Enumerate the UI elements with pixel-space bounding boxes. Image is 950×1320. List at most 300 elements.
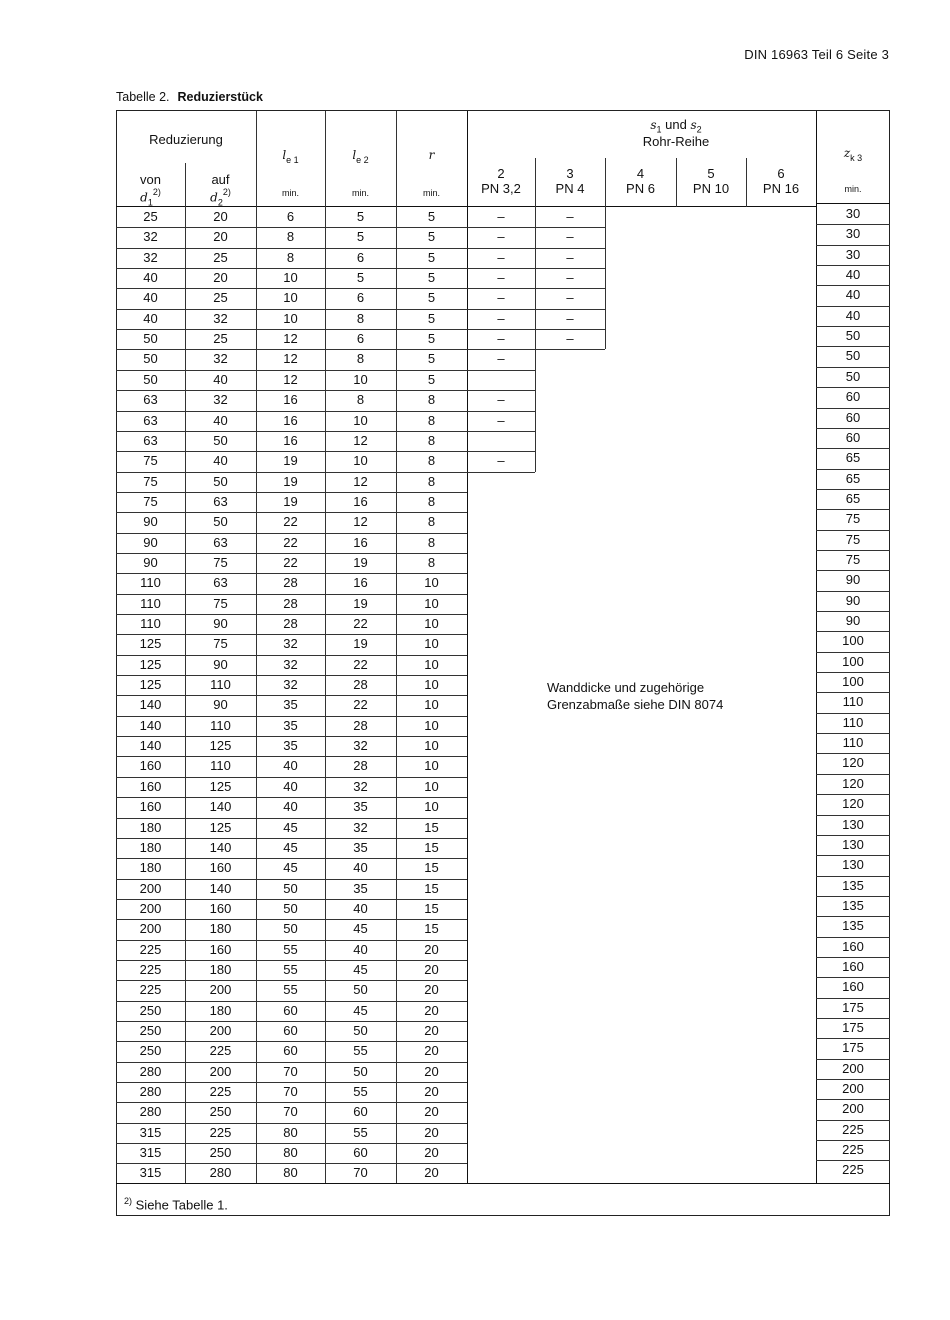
zk-row-line: [816, 346, 890, 347]
table-cell-zk3: 130: [842, 836, 864, 852]
table-cell-le2: 22: [353, 697, 368, 713]
table-cell-d2-auf: 160: [209, 860, 232, 876]
row-line: [116, 512, 467, 513]
table-cell-le1: 80: [283, 1124, 298, 1140]
table-cell-le1: 70: [283, 1084, 298, 1100]
table-cell-le2: 16: [353, 534, 368, 550]
table-cell-le1: 28: [283, 575, 298, 591]
row-line: [116, 1123, 467, 1124]
series-2-right-edge: [535, 207, 536, 472]
row-line: [116, 818, 467, 819]
series-6-num: 6: [777, 166, 785, 181]
table-cell-d1-von: 125: [139, 636, 162, 652]
table-cell-le2: 5: [356, 229, 365, 245]
zk-row-line: [816, 652, 890, 653]
table-cell-d2-auf: 225: [209, 1084, 232, 1100]
series-2-row-line: [467, 472, 535, 473]
series-3-dash: –: [566, 209, 574, 224]
table-cell-d2-auf: 50: [213, 432, 228, 448]
table-cell-zk3: 225: [842, 1162, 864, 1178]
table-cell-r: 10: [424, 758, 439, 774]
table-cell-zk3: 100: [842, 674, 864, 690]
table-cell-le1: 16: [283, 392, 298, 408]
table-cell-zk3: 110: [842, 714, 864, 730]
table-cell-d1-von: 125: [139, 677, 162, 693]
table-cell-le2: 16: [353, 575, 368, 591]
series-2-row-line: [467, 248, 535, 249]
table-cell-le1: 12: [283, 371, 298, 387]
table-cell-le2: 50: [353, 1063, 368, 1079]
table-cell-zk3: 175: [842, 1020, 864, 1035]
zk-row-line: [816, 530, 890, 531]
table-cell-zk3: 130: [842, 816, 864, 832]
table-cell-le2: 12: [353, 514, 368, 530]
table-cell-d1-von: 140: [139, 717, 162, 733]
table-cell-d2-auf: 225: [209, 1043, 232, 1059]
row-line: [116, 1041, 467, 1042]
table-cell-le1: 32: [283, 656, 298, 672]
table-cell-d1-von: 40: [143, 270, 158, 286]
page-header: DIN 16963 Teil 6 Seite 3: [744, 47, 889, 62]
table-cell-le2: 12: [353, 473, 368, 489]
table-cell-le2: 28: [353, 677, 368, 693]
header-d1: $d_1^{2)}$: [140, 187, 161, 208]
table-cell-zk3: 120: [842, 796, 864, 812]
table-cell-le1: 55: [283, 961, 298, 977]
table-cell-r: 10: [424, 697, 439, 713]
table-cell-d1-von: 160: [139, 778, 162, 794]
series-3-dash: –: [566, 331, 574, 347]
header-von: von: [140, 172, 161, 187]
zk-row-line: [816, 306, 890, 307]
table-cell-d2-auf: 160: [209, 900, 232, 916]
table-cell-zk3: 120: [842, 755, 864, 771]
table-cell-le1: 28: [283, 595, 298, 611]
table-cell-r: 20: [424, 1043, 439, 1059]
table-cell-r: 10: [424, 717, 439, 733]
series-2-dash: –: [497, 229, 505, 245]
table-cell-zk3: 130: [842, 857, 864, 873]
table-cell-r: 10: [424, 616, 439, 631]
table-cell-d1-von: 250: [139, 1023, 162, 1038]
table-cell-le1: 40: [283, 758, 298, 774]
series-3-dash: –: [566, 229, 574, 245]
series-2-row-line: [467, 451, 535, 452]
table-cell-d2-auf: 250: [209, 1104, 232, 1120]
row-line: [116, 716, 467, 717]
table-cell-r: 15: [424, 819, 439, 835]
table-cell-d1-von: 200: [139, 921, 162, 937]
zk-row-line: [816, 794, 890, 795]
table-cell-zk3: 175: [842, 999, 864, 1015]
table-cell-d1-von: 315: [139, 1165, 162, 1181]
table-cell-d2-auf: 225: [209, 1124, 232, 1140]
zk-row-line: [816, 570, 890, 571]
zk-row-line: [816, 489, 890, 490]
row-line: [116, 736, 467, 737]
table-cell-d1-von: 200: [139, 900, 162, 916]
table-cell-le2: 45: [353, 1002, 368, 1018]
row-line: [116, 675, 467, 676]
table-cell-zk3: 160: [842, 938, 864, 954]
row-line: [116, 879, 467, 880]
table-cell-d2-auf: 32: [213, 392, 228, 408]
series-3-right-edge: [605, 207, 606, 349]
series-3-dash: –: [566, 249, 574, 265]
table-caption-title: Reduzierstück: [177, 90, 263, 104]
table-cell-d2-auf: 200: [209, 1063, 232, 1079]
table-cell-zk3: 90: [845, 572, 861, 588]
row-line: [116, 899, 467, 900]
series-2-row-line: [467, 431, 535, 432]
table-cell-d2-auf: 75: [213, 636, 228, 652]
table-cell-r: 10: [424, 799, 439, 815]
table-cell-r: 10: [424, 677, 439, 693]
zk-row-line: [816, 1140, 890, 1141]
table-cell-d2-auf: 180: [209, 961, 232, 977]
table-cell-le1: 22: [283, 534, 298, 550]
note-line-2: Grenzabmaße siehe DIN 8074: [547, 697, 724, 712]
note-line-1: Wanddicke und zugehörige: [547, 680, 705, 695]
table-cell-r: 20: [424, 1063, 439, 1079]
table-cell-d1-von: 280: [139, 1063, 162, 1079]
series-2-dash: –: [497, 290, 505, 306]
zk-row-line: [816, 224, 890, 225]
table-cell-zk3: 75: [845, 531, 861, 547]
table-cell-r: 8: [427, 392, 436, 408]
row-line: [116, 980, 467, 981]
table-cell-d2-auf: 40: [213, 371, 228, 387]
row-line: [116, 268, 467, 269]
table-cell-le2: 6: [356, 331, 365, 347]
table-cell-r: 8: [427, 432, 436, 448]
table-cell-r: 8: [427, 493, 436, 509]
table-cell-zk3: 50: [845, 368, 861, 384]
table-cell-r: 20: [424, 1165, 439, 1181]
table-caption: [116, 90, 263, 104]
table-cell-le2: 35: [353, 880, 368, 896]
table-cell-le2: 5: [356, 209, 365, 224]
table-cell-r: 10: [424, 636, 439, 652]
row-line: [116, 431, 467, 432]
table-cell-d1-von: 75: [143, 453, 158, 469]
table-cell-le1: 50: [283, 900, 298, 916]
table-cell-le2: 50: [353, 982, 368, 998]
row-line: [116, 1062, 467, 1063]
table-cell-le1: 12: [283, 351, 298, 367]
table-cell-le2: 40: [353, 860, 368, 876]
table-cell-d1-von: 125: [139, 656, 162, 672]
table-cell-r: 15: [424, 900, 439, 916]
series-2-row-line: [467, 390, 535, 391]
table-cell-r: 8: [427, 473, 436, 489]
table-cell-d2-auf: 25: [213, 331, 228, 347]
table-cell-le2: 55: [353, 1043, 368, 1059]
table-cell-d1-von: 280: [139, 1104, 162, 1120]
table-cell-d2-auf: 200: [209, 1023, 232, 1038]
table-cell-r: 5: [427, 249, 436, 265]
table-cell-d2-auf: 250: [209, 1145, 232, 1161]
table-cell-le2: 10: [353, 412, 368, 428]
table-cell-r: 15: [424, 860, 439, 876]
table-cell-d1-von: 225: [139, 961, 162, 977]
table-cell-le2: 60: [353, 1145, 368, 1161]
table-cell-zk3: 50: [845, 348, 861, 364]
zk-row-line: [816, 408, 890, 409]
table-cell-le2: 40: [353, 941, 368, 957]
row-line: [116, 614, 467, 615]
table-cell-le1: 19: [283, 453, 298, 469]
table-cell-d1-von: 75: [143, 473, 158, 489]
row-line: [116, 960, 467, 961]
table-cell-zk3: 175: [842, 1040, 864, 1056]
table-cell-d2-auf: 110: [210, 677, 231, 693]
table-cell-le2: 32: [353, 819, 368, 835]
table-cell-r: 8: [427, 412, 436, 428]
table-cell-r: 5: [427, 270, 436, 286]
row-line: [116, 777, 467, 778]
table-cell-zk3: 135: [842, 918, 864, 934]
series-3-row-line: [535, 268, 605, 269]
header-reduzierung: Reduzierung: [149, 132, 223, 147]
table-cell-d1-von: 180: [139, 839, 162, 855]
table-cell-d2-auf: 40: [213, 412, 228, 428]
table-cell-d2-auf: 25: [213, 290, 228, 306]
series-3-num: 3: [566, 166, 574, 181]
table-cell-zk3: 30: [845, 206, 861, 221]
table-cell-le1: 16: [283, 432, 298, 448]
row-line: [116, 1163, 467, 1164]
row-line: [116, 472, 467, 473]
table-cell-r: 20: [424, 961, 439, 977]
table-cell-le2: 22: [353, 656, 368, 672]
table-cell-le2: 45: [353, 961, 368, 977]
table-cell-le2: 19: [353, 595, 368, 611]
table-cell-r: 5: [427, 229, 436, 245]
table-cell-r: 20: [424, 1145, 439, 1161]
table-cell-r: 15: [424, 880, 439, 896]
series-2-row-line: [467, 411, 535, 412]
series-2-num: 2: [497, 166, 505, 181]
row-line: [116, 492, 467, 493]
table-cell-d2-auf: 180: [209, 921, 232, 937]
table-cell-d1-von: 160: [139, 799, 162, 815]
table-cell-d1-von: 315: [139, 1124, 162, 1140]
series-3-row-line: [535, 349, 605, 350]
zk-row-line: [816, 815, 890, 816]
table-cell-d1-von: 250: [139, 1002, 162, 1018]
row-line: [116, 940, 467, 941]
table-cell-r: 5: [427, 351, 436, 367]
table-cell-zk3: 160: [842, 979, 864, 995]
table-cell-zk3: 110: [842, 694, 864, 710]
table-cell-le2: 6: [356, 290, 365, 306]
table-cell-d2-auf: 180: [209, 1002, 232, 1018]
table-cell-d2-auf: 63: [213, 493, 228, 509]
table-cell-zk3: 225: [842, 1142, 864, 1158]
table-cell-le1: 55: [283, 982, 298, 998]
series-2-dash: –: [497, 209, 505, 224]
table-cell-d1-von: 200: [139, 880, 162, 896]
table-cell-zk3: 30: [845, 246, 861, 262]
table-cell-zk3: 120: [842, 775, 864, 791]
table-cell-le1: 50: [283, 880, 298, 896]
table-cell-d2-auf: 32: [213, 351, 228, 367]
table-cell-r: 15: [424, 839, 439, 855]
row-line: [116, 634, 467, 635]
header-le2: $l_{e 2}$: [352, 148, 369, 166]
table-cell-d1-von: 160: [139, 758, 162, 774]
table-cell-d1-von: 50: [143, 351, 158, 367]
table-cell-le2: 19: [353, 554, 368, 570]
table-cell-le1: 10: [283, 290, 298, 306]
table-cell-zk3: 60: [845, 429, 861, 445]
table-cell-le1: 16: [283, 412, 298, 428]
table-cell-le2: 10: [353, 453, 368, 469]
table-cell-d1-von: 40: [143, 290, 158, 306]
table-cell-le1: 55: [283, 941, 298, 957]
table-cell-d2-auf: 125: [209, 778, 232, 794]
header-r: r: [428, 148, 435, 162]
table-cell-le2: 60: [353, 1104, 368, 1120]
table-cell-d2-auf: 110: [210, 717, 231, 733]
table-cell-d2-auf: 140: [209, 839, 232, 855]
series-2-dash: –: [497, 270, 505, 286]
table-cell-le2: 10: [353, 371, 368, 387]
table-cell-le1: 8: [286, 249, 295, 265]
row-line: [116, 756, 467, 757]
series-3-pn: PN 4: [555, 181, 585, 196]
table-cell-le2: 32: [353, 778, 368, 794]
table-cell-zk3: 40: [845, 307, 861, 323]
zk-row-line: [816, 998, 890, 999]
table-cell-le1: 45: [283, 860, 298, 876]
table-cell-le1: 32: [283, 677, 298, 693]
table-cell-le1: 70: [283, 1104, 298, 1120]
zk-row-line: [816, 631, 890, 632]
wall-thickness-note: [547, 679, 723, 713]
table-cell-le2: 55: [353, 1084, 368, 1100]
series-2-dash: –: [497, 310, 505, 326]
row-line: [116, 370, 467, 371]
zk-row-line: [816, 855, 890, 856]
table-cell-d2-auf: 25: [213, 249, 228, 265]
table-cell-le1: 35: [283, 697, 298, 713]
footnote: $^{2)}$ Siehe Tabelle 1.: [124, 1196, 228, 1213]
row-line: [116, 411, 467, 412]
series-2-dash: –: [497, 412, 505, 428]
table-cell-d1-von: 225: [139, 941, 162, 957]
table-cell-le2: 28: [353, 758, 368, 774]
table-cell-zk3: 30: [845, 226, 861, 242]
table-cell-le2: 16: [353, 493, 368, 509]
table-cell-r: 20: [424, 1104, 439, 1120]
table-cell-d2-auf: 20: [213, 270, 228, 286]
table-cell-le1: 32: [283, 636, 298, 652]
header-le1-min: min.: [281, 188, 299, 198]
table-cell-d1-von: 225: [139, 982, 162, 998]
row-line: [116, 349, 467, 350]
table-cell-r: 5: [427, 331, 436, 347]
row-line: [116, 594, 467, 595]
series-3-row-line: [535, 248, 605, 249]
zk-row-line: [816, 1038, 890, 1039]
table-cell-d1-von: 75: [143, 493, 158, 509]
table-cell-d2-auf: 125: [209, 738, 232, 754]
table-cell-le2: 70: [353, 1165, 368, 1181]
table-cell-d1-von: 32: [143, 229, 158, 245]
row-line: [116, 533, 467, 534]
series-3-row-line: [535, 288, 605, 289]
zk-row-line: [816, 916, 890, 917]
series-2-row-line: [467, 329, 535, 330]
table-cell-le1: 60: [283, 1043, 298, 1059]
series-5-num: 5: [707, 166, 715, 181]
table-cell-le1: 28: [283, 616, 298, 631]
table-cell-le2: 35: [353, 799, 368, 815]
table-cell-zk3: 135: [842, 897, 864, 913]
header-le1: $l_{e 1}$: [282, 148, 299, 166]
table-cell-le1: 22: [283, 514, 298, 530]
table-cell-d1-von: 32: [143, 249, 158, 265]
series-3-dash: –: [566, 290, 574, 306]
table-cell-d1-von: 63: [143, 392, 158, 408]
table-cell-le1: 45: [283, 839, 298, 855]
table-cell-le2: 55: [353, 1124, 368, 1140]
table-cell-le1: 50: [283, 921, 298, 937]
table-cell-r: 10: [424, 778, 439, 794]
series-3-row-line: [535, 227, 605, 228]
table-cell-d2-auf: 90: [213, 697, 228, 713]
zk-row-line: [816, 428, 890, 429]
table-cell-d1-von: 180: [139, 819, 162, 835]
table-cell-d2-auf: 40: [213, 453, 228, 469]
row-line: [116, 919, 467, 920]
table-cell-zk3: 40: [845, 287, 861, 303]
row-line: [116, 227, 467, 228]
table-cell-r: 20: [424, 1023, 439, 1038]
row-line: [116, 248, 467, 249]
row-line: [116, 451, 467, 452]
zk-row-line: [816, 977, 890, 978]
zk-row-line: [816, 753, 890, 754]
table-cell-le1: 45: [283, 819, 298, 835]
table-cell-d1-von: 63: [143, 432, 158, 448]
table-cell-d1-von: 90: [143, 534, 158, 550]
table-cell-r: 20: [424, 1124, 439, 1140]
row-line: [116, 695, 467, 696]
table-cell-d1-von: 110: [140, 595, 161, 611]
table-cell-zk3: 100: [842, 653, 864, 669]
table-cell-d2-auf: 125: [209, 819, 232, 835]
table-cell-d2-auf: 90: [213, 616, 228, 631]
table-cell-r: 5: [427, 290, 436, 306]
table-cell-d2-auf: 160: [209, 941, 232, 957]
zk-row-line: [816, 835, 890, 836]
series-2-row-line: [467, 370, 535, 371]
series-3-dash: –: [566, 270, 574, 286]
table-cell-le1: 19: [283, 493, 298, 509]
row-line: [116, 655, 467, 656]
zk-row-line: [816, 326, 890, 327]
row-line: [116, 1021, 467, 1022]
table-cell-le2: 22: [353, 616, 368, 631]
table-cell-d2-auf: 75: [213, 554, 228, 570]
header-auf: auf: [211, 172, 230, 187]
table-cell-d1-von: 315: [139, 1145, 162, 1161]
table-cell-d2-auf: 140: [209, 880, 232, 896]
table-cell-d1-von: 110: [140, 616, 161, 631]
